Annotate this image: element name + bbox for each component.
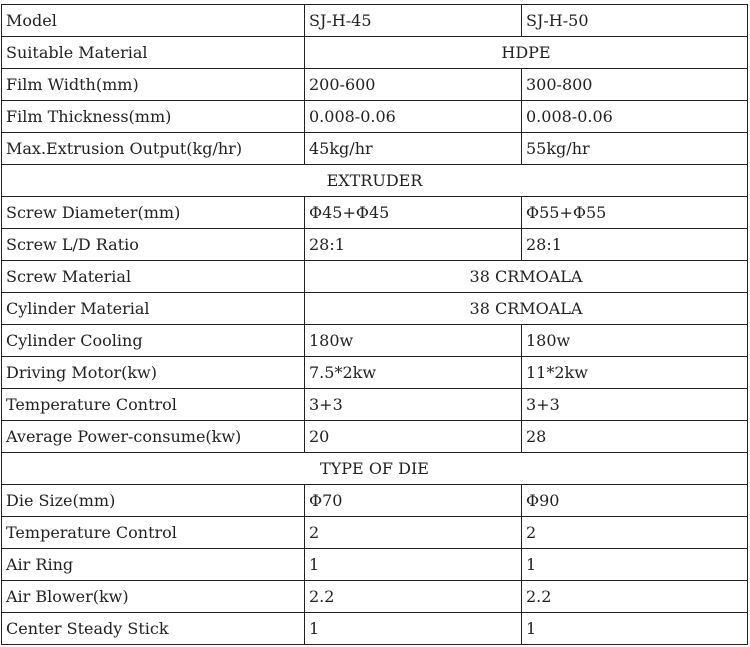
shared-value-cell: 38 CRMOALA xyxy=(305,293,748,325)
section-header-row xyxy=(2,165,748,197)
value-cell-model-1: 1 xyxy=(305,549,522,581)
value-cell-model-1: 180w xyxy=(305,325,522,357)
table-row xyxy=(2,197,748,229)
row-label-cell: Model xyxy=(2,5,305,37)
table-row xyxy=(2,485,748,517)
spec-table xyxy=(1,4,748,645)
shared-value-cell: HDPE xyxy=(305,37,748,69)
shared-value-cell: 38 CRMOALA xyxy=(305,261,748,293)
table-row xyxy=(2,229,748,261)
table-row xyxy=(2,421,748,453)
table-row xyxy=(2,69,748,101)
value-cell-model-1: 7.5*2kw xyxy=(305,357,522,389)
section-header-row xyxy=(2,453,748,485)
row-label-cell: Air Blower(kw) xyxy=(2,581,305,613)
value-cell-model-1: 0.008-0.06 xyxy=(305,101,522,133)
row-label-cell: Die Size(mm) xyxy=(2,485,305,517)
row-label-cell: Cylinder Cooling xyxy=(2,325,305,357)
table-row xyxy=(2,613,748,645)
section-header-cell: TYPE OF DIE xyxy=(2,453,748,485)
row-label-cell: Suitable Material xyxy=(2,37,305,69)
value-cell-model-1: 1 xyxy=(305,613,522,645)
row-label-cell: Film Width(mm) xyxy=(2,69,305,101)
row-label-cell: Air Ring xyxy=(2,549,305,581)
value-cell-model-2: SJ-H-50 xyxy=(522,5,748,37)
value-cell-model-1: 200-600 xyxy=(305,69,522,101)
row-label-cell: Cylinder Material xyxy=(2,293,305,325)
value-cell-model-2: 180w xyxy=(522,325,748,357)
value-cell-model-1: 20 xyxy=(305,421,522,453)
table-row xyxy=(2,133,748,165)
table-row xyxy=(2,549,748,581)
section-header-cell: EXTRUDER xyxy=(2,165,748,197)
row-label-cell: Average Power-consume(kw) xyxy=(2,421,305,453)
value-cell-model-2: Φ55+Φ55 xyxy=(522,197,748,229)
row-label-cell: Temperature Control xyxy=(2,389,305,421)
row-label-cell: Film Thickness(mm) xyxy=(2,101,305,133)
value-cell-model-2: 3+3 xyxy=(522,389,748,421)
value-cell-model-2: 2 xyxy=(522,517,748,549)
value-cell-model-1: 28:1 xyxy=(305,229,522,261)
value-cell-model-1: Φ45+Φ45 xyxy=(305,197,522,229)
table-row xyxy=(2,389,748,421)
row-label-cell: Driving Motor(kw) xyxy=(2,357,305,389)
value-cell-model-2: 28:1 xyxy=(522,229,748,261)
row-label-cell: Center Steady Stick xyxy=(2,613,305,645)
row-label-cell: Screw L/D Ratio xyxy=(2,229,305,261)
value-cell-model-1: 2 xyxy=(305,517,522,549)
value-cell-model-2: Φ90 xyxy=(522,485,748,517)
value-cell-model-2: 2.2 xyxy=(522,581,748,613)
value-cell-model-2: 55kg/hr xyxy=(522,133,748,165)
value-cell-model-2: 0.008-0.06 xyxy=(522,101,748,133)
row-label-cell: Screw Material xyxy=(2,261,305,293)
value-cell-model-1: Φ70 xyxy=(305,485,522,517)
row-label-cell: Max.Extrusion Output(kg/hr) xyxy=(2,133,305,165)
spec-table-body xyxy=(2,5,748,645)
table-row xyxy=(2,293,748,325)
row-label-cell: Temperature Control xyxy=(2,517,305,549)
value-cell-model-1: SJ-H-45 xyxy=(305,5,522,37)
value-cell-model-2: 1 xyxy=(522,613,748,645)
value-cell-model-2: 28 xyxy=(522,421,748,453)
table-row xyxy=(2,101,748,133)
value-cell-model-1: 3+3 xyxy=(305,389,522,421)
table-row xyxy=(2,325,748,357)
table-row xyxy=(2,37,748,69)
value-cell-model-1: 45kg/hr xyxy=(305,133,522,165)
table-row xyxy=(2,581,748,613)
value-cell-model-2: 11*2kw xyxy=(522,357,748,389)
value-cell-model-1: 2.2 xyxy=(305,581,522,613)
table-row xyxy=(2,261,748,293)
value-cell-model-2: 300-800 xyxy=(522,69,748,101)
row-label-cell: Screw Diameter(mm) xyxy=(2,197,305,229)
value-cell-model-2: 1 xyxy=(522,549,748,581)
table-row xyxy=(2,357,748,389)
table-row xyxy=(2,5,748,37)
table-row xyxy=(2,517,748,549)
